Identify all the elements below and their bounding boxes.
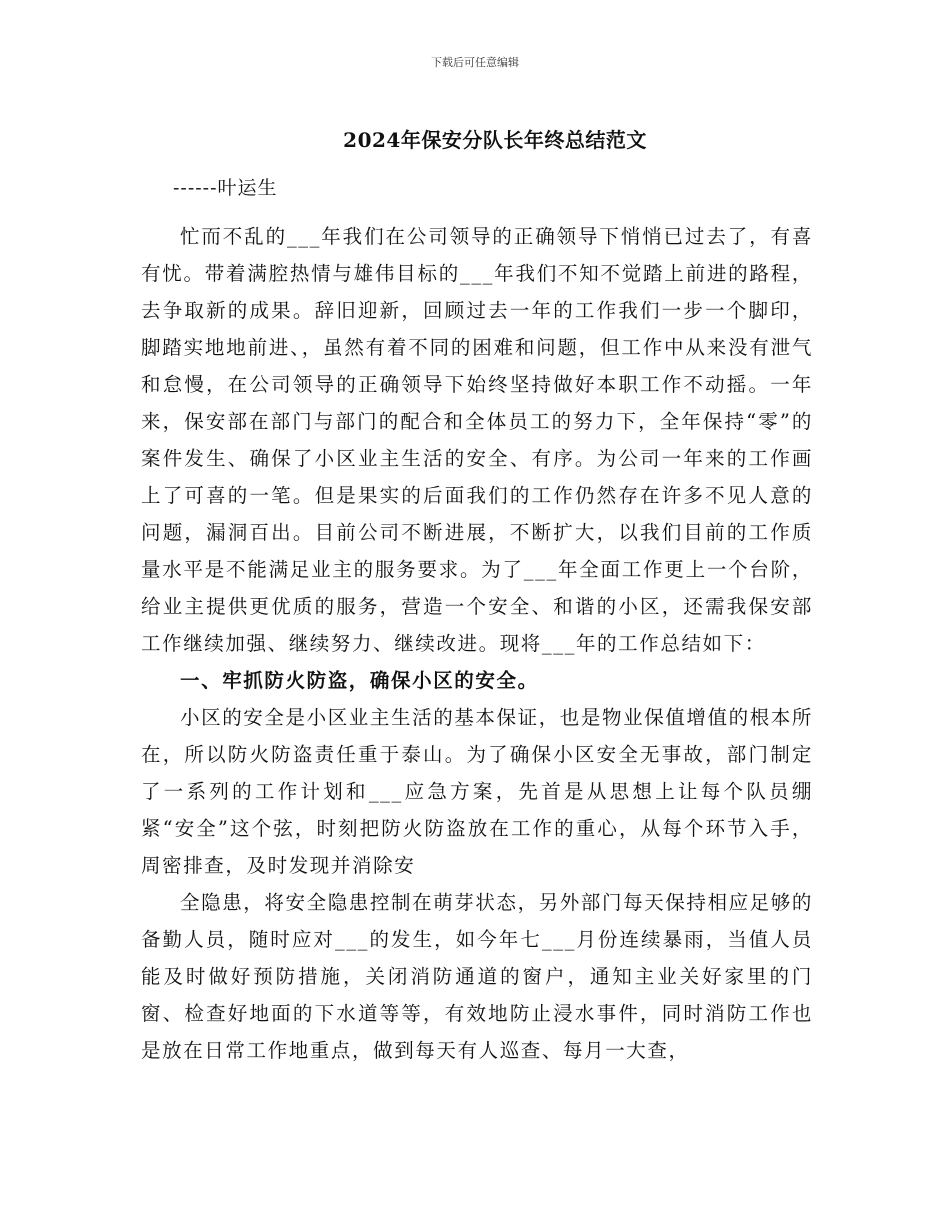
- paragraph-section-1b: 全隐患，将安全隐患控制在萌芽状态，另外部门每天保持相应足够的备勤人员，随时应对___的发生，如今年七___月份连续暴雨，当值人员能及时做好预防措施，关闭消防通道的窗户，通知主业关好家里的门窗、检查好地面的下水道等等，有效地防止浸水事件，同时消防工作也是放在日常工作地重点，做到每天有人巡查、每月一大查，: [141, 891, 814, 1062]
- section-heading-1: 一、牢抓防火防盗，确保小区的安全。: [180, 669, 539, 692]
- paragraph-section-1a: 小区的安全是小区业主生活的基本保证，也是物业保值增值的根本所在，所以防火防盗责任重于泰山。为了确保小区安全无事故，部门制定了一系列的工作计划和___应急方案，先首是从思想上让每个队员绷紧“安全”这个弦，时刻把防火防盗放在工作的重心，从每个环节入手，周密排查，及时发现并消除安: [141, 706, 814, 877]
- document-body: [141, 218, 813, 1069]
- document-title: 2024年保安分队长年终总结范文: [343, 128, 647, 152]
- document-author: ------叶运生: [173, 177, 278, 199]
- page-header-note: 下载后可任意编辑: [431, 56, 519, 69]
- paragraph-intro: 忙而不乱的___年我们在公司领导的正确领导下悄悄已过去了，有喜有忧。带着满腔热情与雄伟目标的___年我们不知不觉踏上前进的路程，去争取新的成果。辞旧迎新，回顾过去一年的工作我们一步一个脚印，脚踏实地地前进、，虽然有着不同的困难和问题，但工作中从来没有泄气和怠慢，在公司领导的正确领导下始终坚持做好本职工作不动摇。一年来，保安部在部门与部门的配合和全体员工的努力下，全年保持“零”的案件发生、确保了小区业主生活的安全、有序。为公司一年来的工作画上了可喜的一笔。但是果实的后面我们的工作仍然存在许多不见人意的问题，漏洞百出。目前公司不断进展，不断扩大，以我们目前的工作质量水平是不能满足业主的服务要求。为了___年全面工作更上一个台阶，给业主提供更优质的服务，营造一个安全、和谐的小区，还需我保安部工作继续加强、继续努力、继续改进。现将___年的工作总结如下：: [141, 225, 813, 655]
